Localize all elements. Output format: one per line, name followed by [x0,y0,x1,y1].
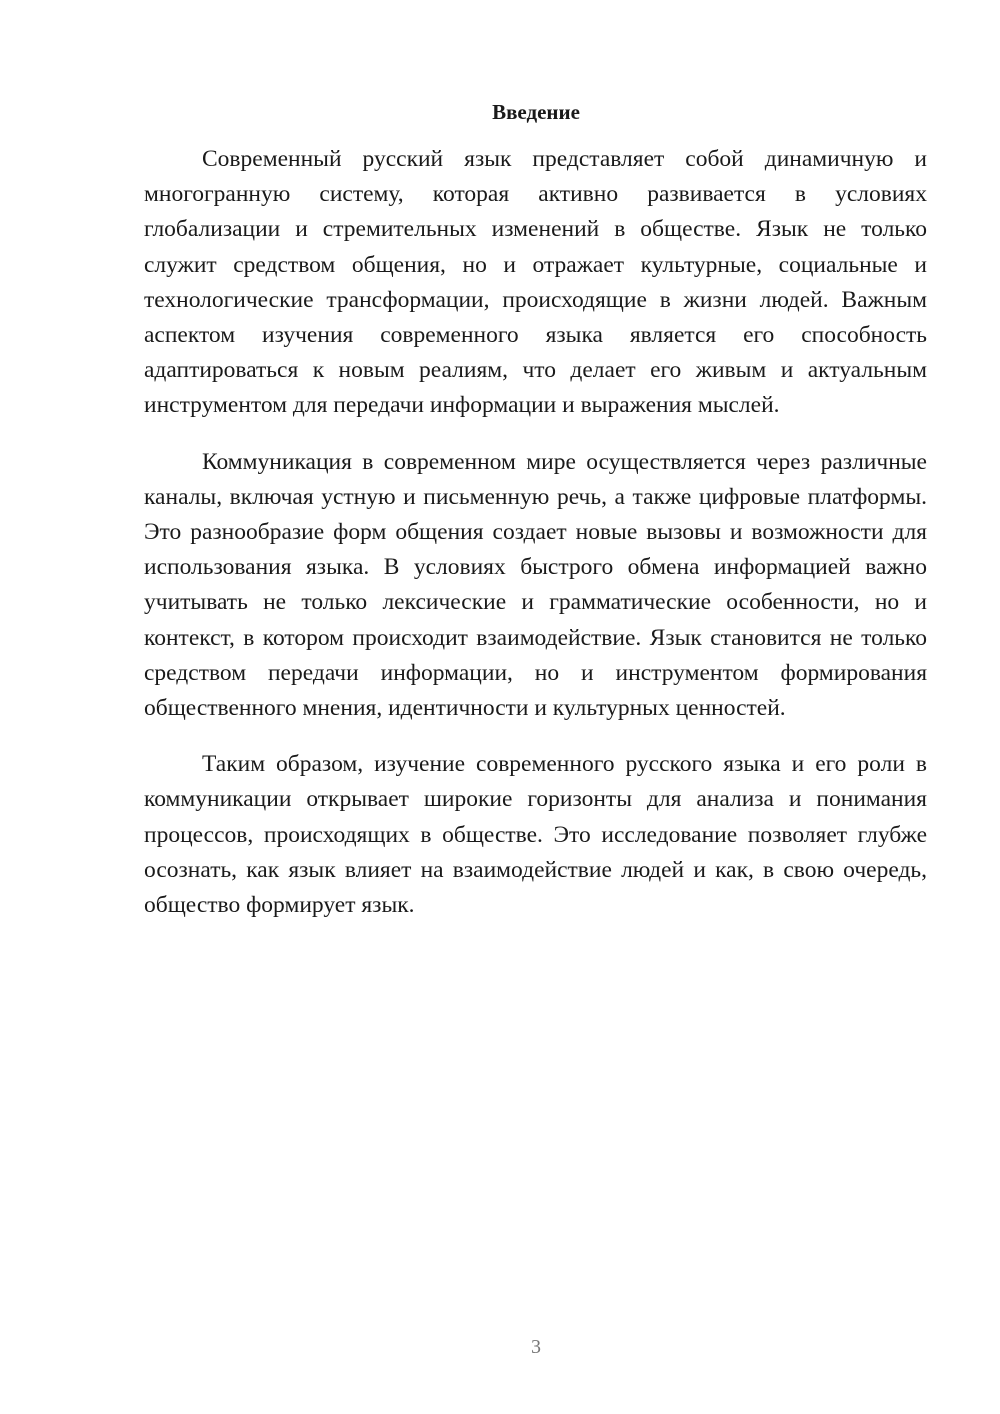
paragraph-3: Таким образом, изучение современного русского языка и его роли в коммуникации открывает широкие горизонты для анализа и понимания процессов, происходящих в обществе. Это исследование позволяет глубже осознать, как язык влияет на взаимодействие людей и как, в свою очередь, общество формирует язык. [144,751,927,919]
paragraph-1: Современный русский язык представляет собой динамичную и многогранную систему, которая активно развивается в условиях глобализации и стремительных изменений в обществе. Язык не только служит средством общения, но и отражает культурные, социальные и технологические трансформации, происходящие в жизни людей. Важным аспектом изучения современного языка является его способность адаптироваться к новым реалиям, что делает его живым и актуальным инструментом для передачи информации и выражения мыслей. [144,146,927,419]
page-heading: Введение [492,100,580,124]
document-body [144,142,927,944]
page-number: 3 [531,1336,541,1358]
paragraph-2: Коммуникация в современном мире осуществляется через различные каналы, включая устную и письменную речь, а также цифровые платформы. Это разнообразие форм общения создает новые вызовы и возможности для использования языка. В условиях быстрого обмена информацией важно учитывать не только лексические и грамматические особенности, но и контекст, в котором происходит взаимодействие. Язык становится не только средством передачи информации, но и инструментом формирования общественного мнения, идентичности и культурных ценностей. [144,448,927,722]
